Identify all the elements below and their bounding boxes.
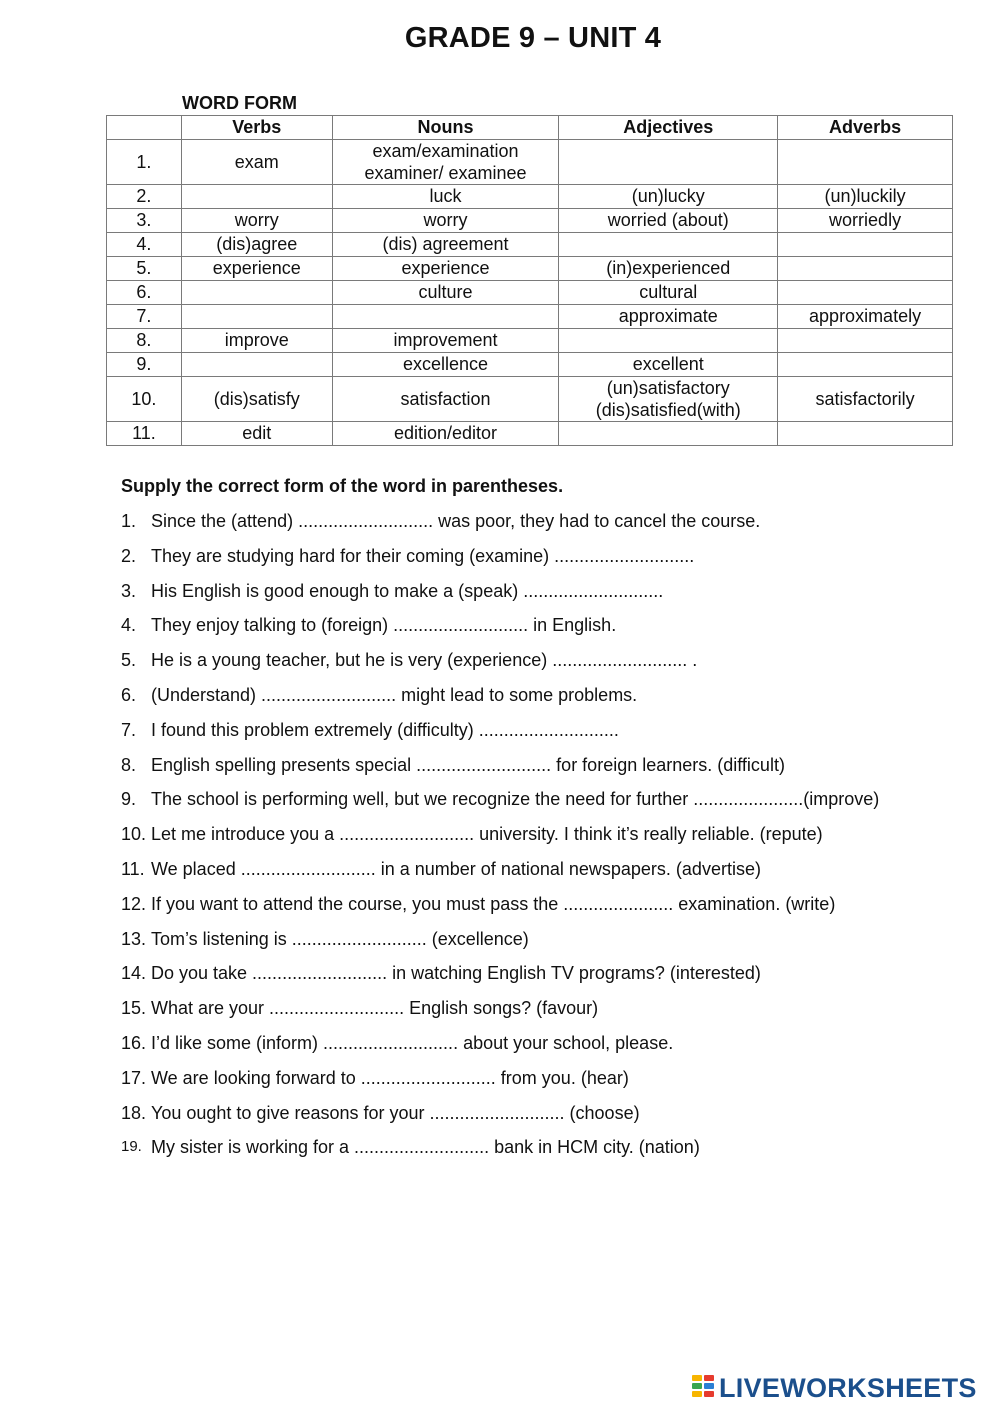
header-verbs: Verbs <box>181 116 332 140</box>
table-cell-number: 3. <box>107 209 182 233</box>
exercise-text: They enjoy talking to (foreign) ........................... in English. <box>151 615 617 636</box>
table-cell-noun: culture <box>332 281 559 305</box>
table-cell-adjective: approximate <box>559 305 778 329</box>
table-cell-number: 4. <box>107 233 182 257</box>
exercise-number: 2. <box>121 545 137 566</box>
table-cell-noun: edition/editor <box>332 422 559 446</box>
table-cell-adverb <box>778 281 953 305</box>
table-cell-adjective: (un)lucky <box>559 185 778 209</box>
exercise-instruction: Supply the correct form of the word in parentheses. <box>121 476 564 496</box>
exercise-number: 1. <box>121 511 137 531</box>
table-cell-noun: experience <box>332 257 559 281</box>
exercise-item <box>121 612 991 647</box>
table-row <box>107 281 953 305</box>
table-cell-verb: worry <box>181 209 332 233</box>
exercise-text: His English is good enough to make a (speak) ............................ <box>151 580 664 601</box>
table-cell-noun <box>332 305 559 329</box>
table-cell-verb: (dis)agree <box>181 233 332 257</box>
table-cell-verb: exam <box>181 140 332 185</box>
table-cell-noun: (dis) agreement <box>332 233 559 257</box>
exercise-text: Do you take ........................... in watching English TV programs? (interested) <box>151 963 761 984</box>
exercise-text: English spelling presents special ........................... for foreign learners. (difficult) <box>151 754 785 775</box>
table-cell-number: 5. <box>107 257 182 281</box>
exercise-item <box>121 821 991 856</box>
table-cell-noun: improvement <box>332 329 559 353</box>
exercise-item <box>121 1030 991 1065</box>
table-row <box>107 329 953 353</box>
table-cell-adverb <box>778 329 953 353</box>
exercise-number: 17. <box>121 1067 147 1088</box>
table-row <box>107 305 953 329</box>
exercise-text: If you want to attend the course, you must pass the ...................... examination. (write) <box>151 893 836 914</box>
table-cell-verb <box>181 281 332 305</box>
liveworksheets-logo-icon <box>692 1375 716 1401</box>
exercise-text: They are studying hard for their coming (examine) ............................ <box>151 545 695 566</box>
table-cell-adjective <box>559 329 778 353</box>
word-form-table <box>106 115 953 446</box>
exercise-item <box>121 508 991 543</box>
table-cell-adjective <box>559 233 778 257</box>
table-row <box>107 233 953 257</box>
exercise-number: 13. <box>121 928 147 949</box>
exercise-item <box>121 856 991 891</box>
table-cell-adverb <box>778 422 953 446</box>
exercise-number: 18. <box>121 1102 147 1123</box>
table-cell-adjective: excellent <box>559 353 778 377</box>
table-row <box>107 257 953 281</box>
exercise-text: Since the (attend) ........................... was poor, they had to cancel the course. <box>151 511 761 531</box>
exercise-number: 14. <box>121 963 147 984</box>
table-cell-verb: improve <box>181 329 332 353</box>
exercise-item <box>121 717 991 752</box>
exercise-number: 5. <box>121 650 137 671</box>
exercise-text: The school is performing well, but we recognize the need for further ......................(improve) <box>151 789 880 810</box>
table-cell-line: exam/examination <box>372 141 519 161</box>
table-cell-adjective: cultural <box>559 281 778 305</box>
exercise-item <box>121 543 991 578</box>
table-cell-verb <box>181 185 332 209</box>
table-cell-number: 6. <box>107 281 182 305</box>
exercise-number: 7. <box>121 719 137 740</box>
exercise-number: 3. <box>121 580 137 601</box>
exercise-item <box>121 578 991 613</box>
table-cell-adverb: approximately <box>778 305 953 329</box>
table-cell-number: 8. <box>107 329 182 353</box>
table-cell-adjective <box>559 140 778 185</box>
table-row <box>107 422 953 446</box>
exercise-list <box>121 508 991 1169</box>
exercise-item <box>121 1100 991 1135</box>
table-caption: WORD FORM <box>182 93 297 113</box>
liveworksheets-logo-text: LIVEWORKSHEETS <box>719 1372 977 1403</box>
table-cell-adverb: worriedly <box>778 209 953 233</box>
table-cell-noun: worry <box>332 209 559 233</box>
exercise-item <box>121 786 991 821</box>
exercise-text: We placed ........................... in a number of national newspapers. (advertise) <box>151 858 761 879</box>
exercise-item <box>121 1134 991 1169</box>
table-row <box>107 377 953 422</box>
table-row <box>107 209 953 233</box>
exercise-text: Tom’s listening is ........................... (excellence) <box>151 928 529 949</box>
table-cell-adverb <box>778 257 953 281</box>
table-cell-adverb <box>778 353 953 377</box>
table-cell-verb: experience <box>181 257 332 281</box>
exercise-number: 12. <box>121 893 147 914</box>
table-cell-line: (dis)satisfied(with) <box>595 400 741 420</box>
table-cell-noun <box>332 140 559 185</box>
exercise-text: You ought to give reasons for your ........................... (choose) <box>151 1102 640 1123</box>
exercise-item <box>121 926 991 961</box>
exercise-number: 4. <box>121 615 137 636</box>
header-adverbs: Adverbs <box>778 116 953 140</box>
table-cell-number: 10. <box>107 377 182 422</box>
table-cell-adverb: (un)luckily <box>778 185 953 209</box>
header-adjectives: Adjectives <box>559 116 778 140</box>
table-cell-verb <box>181 353 332 377</box>
exercise-item <box>121 1065 991 1100</box>
exercise-number: 19. <box>121 1138 142 1156</box>
table-cell-adjective <box>559 377 778 422</box>
table-cell-adjective <box>559 422 778 446</box>
table-cell-verb: (dis)satisfy <box>181 377 332 422</box>
exercise-number: 15. <box>121 998 147 1019</box>
table-cell-number: 2. <box>107 185 182 209</box>
exercise-item <box>121 891 991 926</box>
table-cell-noun: satisfaction <box>332 377 559 422</box>
table-cell-number: 1. <box>107 140 182 185</box>
table-row <box>107 140 953 185</box>
exercise-text: He is a young teacher, but he is very (experience) ........................... . <box>151 650 698 671</box>
table-cell-number: 11. <box>107 422 182 446</box>
exercise-number: 10. <box>121 824 147 845</box>
table-cell-verb: edit <box>181 422 332 446</box>
exercise-text: I’d like some (inform) ........................... about your school, please. <box>151 1032 674 1053</box>
table-cell-noun: excellence <box>332 353 559 377</box>
table-cell-adverb <box>778 233 953 257</box>
exercise-number: 11. <box>121 858 145 879</box>
table-row <box>107 353 953 377</box>
table-cell-adverb <box>778 140 953 185</box>
exercise-number: 16. <box>121 1032 147 1053</box>
exercise-text: What are your ........................... English songs? (favour) <box>151 998 599 1019</box>
exercise-text: I found this problem extremely (difficulty) ............................ <box>151 719 619 740</box>
table-cell-verb <box>181 305 332 329</box>
header-nouns: Nouns <box>332 116 559 140</box>
exercise-item <box>121 960 991 995</box>
exercise-text: My sister is working for a ........................... bank in HCM city. (nation) <box>151 1137 700 1158</box>
exercise-number: 8. <box>121 754 137 775</box>
table-cell-line: (un)satisfactory <box>606 378 730 398</box>
table-header-row <box>107 116 953 140</box>
exercise-text: Let me introduce you a ........................... university. I think it’s really reliable. (repute) <box>151 824 823 845</box>
exercise-number: 6. <box>121 684 137 705</box>
table-cell-number: 7. <box>107 305 182 329</box>
table-cell-adjective: worried (about) <box>559 209 778 233</box>
table-cell-noun: luck <box>332 185 559 209</box>
table-cell-number: 9. <box>107 353 182 377</box>
exercise-item <box>121 995 991 1030</box>
table-cell-line: examiner/ examinee <box>364 163 527 183</box>
exercise-number: 9. <box>121 789 137 810</box>
liveworksheets-logo <box>692 1373 977 1403</box>
table-cell-adverb: satisfactorily <box>778 377 953 422</box>
table-cell-adjective: (in)experienced <box>559 257 778 281</box>
exercise-text: We are looking forward to ........................... from you. (hear) <box>151 1067 629 1088</box>
exercise-text: (Understand) ........................... might lead to some problems. <box>151 684 638 705</box>
header-number <box>107 116 182 140</box>
exercise-item <box>121 647 991 682</box>
table-row <box>107 185 953 209</box>
page-title: GRADE 9 – UNIT 4 <box>404 22 662 54</box>
exercise-item <box>121 682 991 717</box>
exercise-item <box>121 752 991 787</box>
